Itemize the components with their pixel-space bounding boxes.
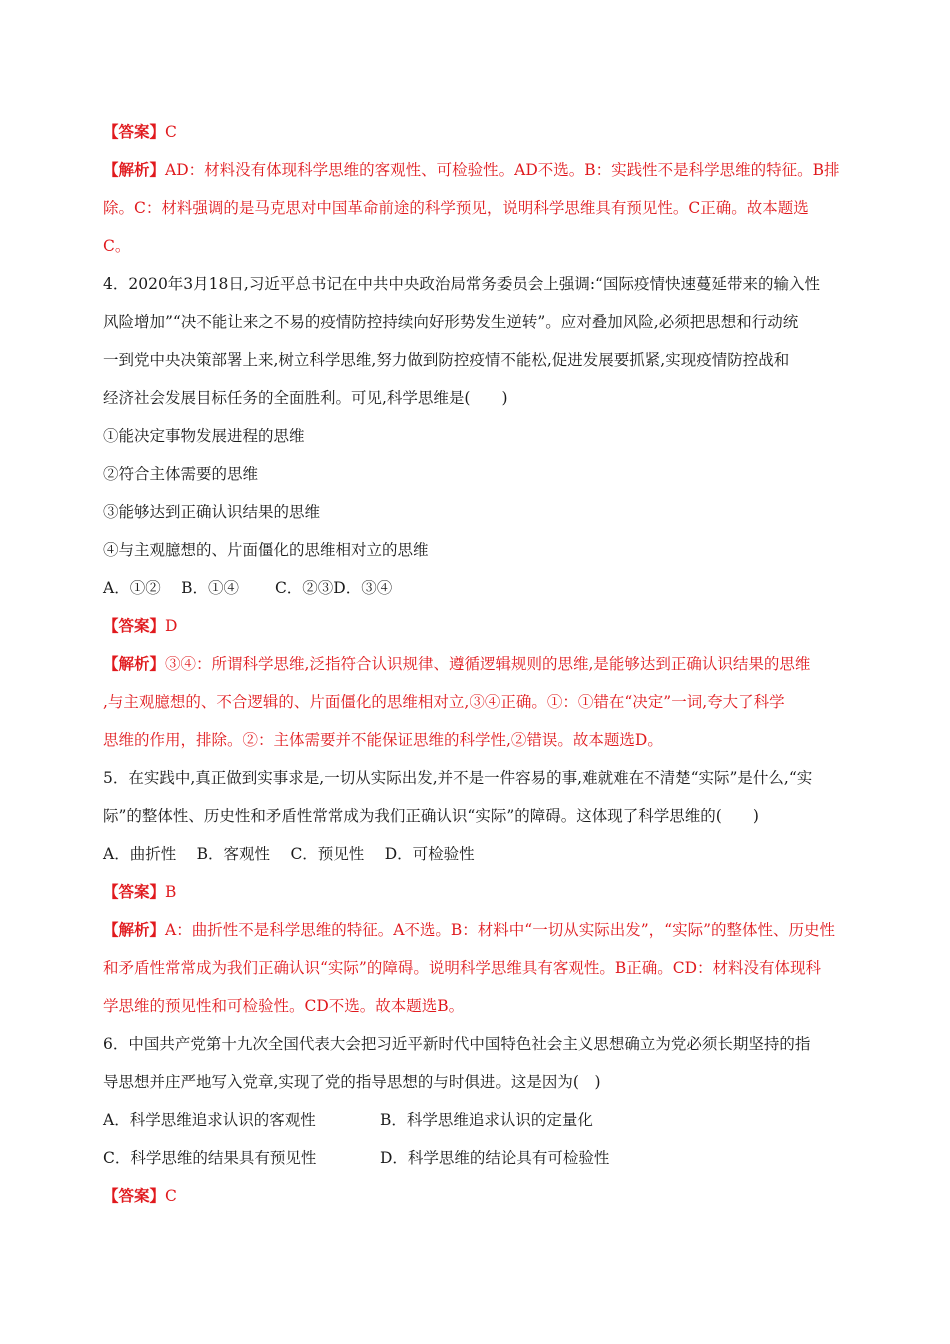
analysis-line-q3-3: C。 [103, 237, 131, 255]
answer-line-q4 [103, 616, 177, 636]
answer-value: C [165, 123, 177, 141]
analysis-line-q4-2: ,与主观臆想的、不合逻辑的、片面僵化的思维相对立,③④正确。①：①错在“决定”一词,夸大了科学 [103, 693, 785, 711]
question-4-item-4: ④与主观臆想的、片面僵化的思维相对立的思维 [103, 541, 429, 559]
analysis-line-q3-2: 除。C：材料强调的是马克思对中国革命前途的科学预见，说明科学思维具有预见性。C正确。故本题选 [103, 199, 809, 217]
question-5-stem-2: 际”的整体性、历史性和矛盾性常常成为我们正确认识“实际”的障碍。这体现了科学思维的( ) [103, 807, 759, 825]
question-4-item-2: ②符合主体需要的思维 [103, 465, 259, 483]
analysis-tag: 【解析】 [103, 654, 166, 673]
analysis-text: AD：材料没有体现科学思维的客观性、可检验性。AD不选。B：实践性不是科学思维的特征。B排 [165, 161, 840, 179]
answer-value: D [165, 617, 178, 635]
analysis-text: ③④：所谓科学思维,泛指符合认识规律、遵循逻辑规则的思维,是能够达到正确认识结果的思维 [165, 655, 811, 673]
analysis-line-q3-1 [103, 160, 840, 180]
question-5-options: A．曲折性 B．客观性 C．预见性 D．可检验性 [103, 845, 475, 863]
answer-line-q3 [103, 122, 177, 142]
answer-line-q6 [103, 1186, 177, 1206]
analysis-line-q5-2: 和矛盾性常常成为我们正确认识“实际”的障碍。说明科学思维具有客观性。B正确。CD：材料没有体现科 [103, 959, 822, 977]
question-6-option-c: C．科学思维的结果具有预见性 [103, 1149, 317, 1167]
analysis-line-q5-3: 学思维的预见性和可检验性。CD不选。故本题选B。 [103, 997, 465, 1015]
answer-tag: 【答案】 [103, 616, 166, 635]
question-6-option-a: A．科学思维追求认识的客观性 [103, 1111, 316, 1129]
question-4-stem-3: 一到党中央决策部署上来,树立科学思维,努力做到防控疫情不能松,促进发展要抓紧,实现疫情防控战和 [103, 351, 790, 369]
question-6-stem-2: 导思想并庄严地写入党章,实现了党的指导思想的与时俱进。这是因为( ) [103, 1073, 601, 1091]
analysis-line-q4-1 [103, 654, 810, 674]
analysis-tag: 【解析】 [103, 160, 166, 179]
answer-line-q5 [103, 882, 176, 902]
answer-value: C [165, 1187, 177, 1205]
analysis-line-q5-1 [103, 920, 835, 940]
answer-tag: 【答案】 [103, 122, 166, 141]
question-4-item-3: ③能够达到正确认识结果的思维 [103, 503, 321, 521]
analysis-tag: 【解析】 [103, 920, 166, 939]
question-4-stem-1: 4．2020年3月18日,习近平总书记在中共中央政治局常务委员会上强调:“国际疫情快速蔓延带来的输入性 [103, 275, 820, 293]
analysis-line-q4-3: 思维的作用，排除。②：主体需要并不能保证思维的科学性,②错误。故本题选D。 [103, 731, 663, 749]
question-4-options: A．①② B．①④ C．②③D．③④ [103, 579, 393, 597]
answer-tag: 【答案】 [103, 882, 166, 901]
analysis-text: A：曲折性不是科学思维的特征。A不选。B：材料中“一切从实际出发”，“实际”的整体性、历史性 [165, 921, 835, 939]
question-6-option-b: B．科学思维追求认识的定量化 [380, 1111, 593, 1129]
question-4-stem-2: 风险增加”“决不能让来之不易的疫情防控持续向好形势发生逆转”。应对叠加风险,必须把思想和行动统 [103, 313, 799, 331]
question-4-stem-4: 经济社会发展目标任务的全面胜利。可见,科学思维是( ) [103, 389, 508, 407]
answer-tag: 【答案】 [103, 1186, 166, 1205]
question-5-stem-1: 5．在实践中,真正做到实事求是,一切从实际出发,并不是一件容易的事,难就难在不清楚“实际”是什么,“实 [103, 769, 813, 787]
question-4-item-1: ①能决定事物发展进程的思维 [103, 427, 305, 445]
answer-value: B [165, 883, 177, 901]
question-6-stem-1: 6．中国共产党第十九次全国代表大会把习近平新时代中国特色社会主义思想确立为党必须长期坚持的指 [103, 1035, 811, 1053]
question-6-option-d: D．科学思维的结论具有可检验性 [380, 1149, 610, 1167]
